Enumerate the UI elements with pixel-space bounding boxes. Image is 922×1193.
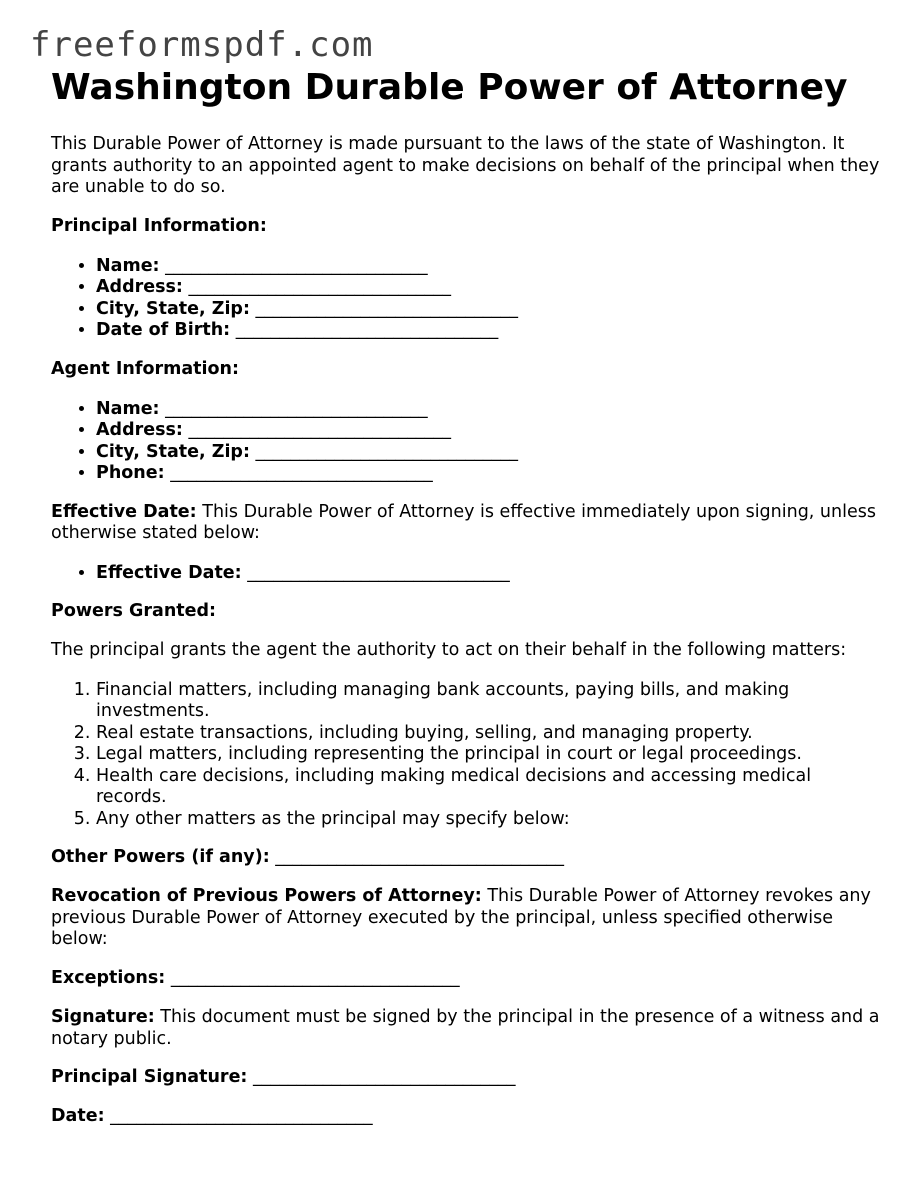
principal-name-field[interactable]: • Name: ______________________________ — [96, 256, 881, 278]
power-item: 2. Real estate transactions, including buying, selling, and managing property. — [96, 723, 881, 745]
agent-name-field[interactable]: • Name: ______________________________ — [96, 399, 881, 421]
power-item: 5. Any other matters as the principal may specify below: — [96, 809, 881, 831]
effective-date-paragraph: Effective Date: This Durable Power of Attorney is effective immediately upon signing, unless otherwise stated below: — [51, 501, 876, 544]
watermark: freeformspdf.com — [30, 25, 374, 65]
power-item: 4. Health care decisions, including making medical decisions and accessing medical records. — [96, 766, 881, 809]
intro-paragraph: This Durable Power of Attorney is made pursuant to the laws of the state of Washington. It grants authority to an appointed agent to make decisions on behalf of the principal when they are unable to do so. — [51, 134, 880, 198]
principal-signature-field[interactable]: Principal Signature: ______________________________ — [51, 1067, 516, 1088]
principal-dob-field[interactable]: • Date of Birth: ______________________________ — [96, 320, 881, 342]
principal-fields-list — [51, 256, 881, 342]
power-item: 3. Legal matters, including representing the principal in court or legal proceedings. — [96, 744, 881, 766]
principal-city-state-zip-field[interactable]: • City, State, Zip: ______________________________ — [96, 299, 881, 321]
signature-paragraph: Signature: This document must be signed by the principal in the presence of a witness and a notary public. — [51, 1006, 880, 1049]
effective-date-field[interactable]: • Effective Date: ______________________________ — [96, 563, 881, 585]
agent-heading: Agent Information: — [51, 358, 239, 379]
principal-heading: Principal Information: — [51, 216, 267, 237]
date-field[interactable]: Date: ______________________________ — [51, 1105, 373, 1126]
power-item: 1. Financial matters, including managing bank accounts, paying bills, and making investments. — [96, 680, 881, 723]
powers-intro: The principal grants the agent the authority to act on their behalf in the following matters: — [51, 640, 847, 661]
agent-address-field[interactable]: • Address: ______________________________ — [96, 420, 881, 442]
agent-phone-field[interactable]: • Phone: ______________________________ — [96, 463, 881, 485]
effective-date-list — [51, 563, 881, 585]
agent-fields-list — [51, 399, 881, 485]
document-title: Washington Durable Power of Attorney — [51, 67, 848, 108]
powers-list — [51, 680, 881, 831]
agent-city-state-zip-field[interactable]: • City, State, Zip: ______________________________ — [96, 442, 881, 464]
powers-heading: Powers Granted: — [51, 601, 217, 622]
document — [51, 64, 881, 1128]
other-powers-field[interactable]: Other Powers (if any): _________________________________ — [51, 847, 565, 868]
principal-address-field[interactable]: • Address: ______________________________ — [96, 277, 881, 299]
revocation-paragraph: Revocation of Previous Powers of Attorney: This Durable Power of Attorney revokes any previous Durable Power of Attorney executed by the principal, unless specified otherwise below: — [51, 886, 871, 950]
exceptions-field[interactable]: Exceptions: _________________________________ — [51, 968, 460, 989]
